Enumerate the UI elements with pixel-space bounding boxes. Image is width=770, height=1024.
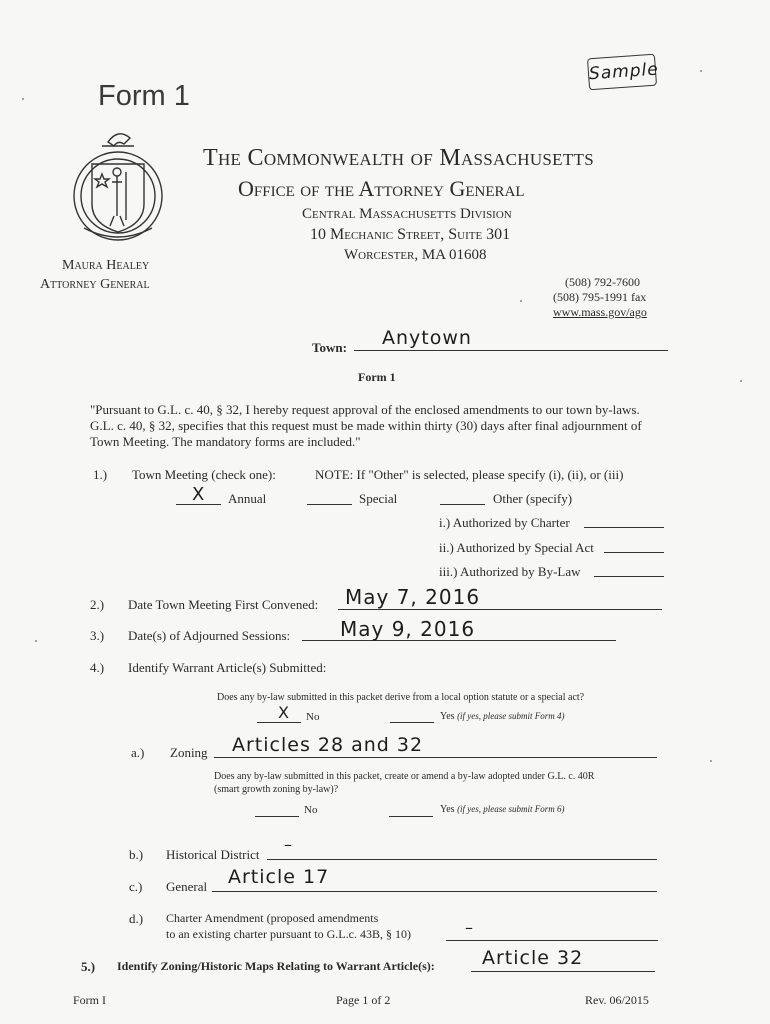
scan-speck [520, 300, 522, 302]
item2-num: 2.) [90, 597, 105, 612]
intro-line-1: "Pursuant to G.L. c. 40, § 32, I hereby request approval of the enclosed amendments to our town by-laws. [90, 402, 640, 417]
town-line [354, 350, 668, 351]
contact-phone: (508) 792-7600 [565, 275, 640, 289]
c-num: c.) [129, 879, 143, 894]
q1-no-blank[interactable] [257, 722, 301, 723]
q2-yes-note: (if yes, please submit Form 6) [457, 804, 565, 814]
b-label: Historical District [166, 847, 260, 862]
other-blank[interactable] [440, 504, 485, 505]
special-blank[interactable] [307, 504, 352, 505]
item5-label: Identify Zoning/Historic Maps Relating to Warrant Article(s): [117, 959, 435, 973]
q2-line1: Does any by-law submitted in this packet, create or amend a by-law adopted under G.L. c. 40R [214, 771, 595, 782]
b-num: b.) [129, 847, 144, 862]
opt-iii-blank[interactable] [594, 576, 664, 577]
item4-label: Identify Warrant Article(s) Submitted: [128, 660, 327, 675]
item5-value[interactable]: Article 32 [482, 947, 584, 969]
header-line1: The Commonwealth of Massachusetts [203, 145, 594, 171]
d-line [446, 940, 658, 941]
item5-num: 5.) [81, 959, 96, 974]
town-label: Town: [312, 340, 347, 355]
form-label: Form 1 [98, 80, 190, 112]
opt-ii: ii.) Authorized by Special Act [439, 540, 594, 555]
other-label-text: Other (specify) [493, 491, 573, 506]
state-seal-icon [62, 120, 174, 250]
c-line [212, 891, 657, 892]
header-address1: 10 Mechanic Street, Suite 301 [310, 226, 511, 243]
header-line2: Office of the Attorney General [238, 176, 525, 201]
d-value[interactable]: – [465, 918, 474, 937]
item2-line [338, 609, 662, 610]
annual-mark: X [192, 484, 206, 505]
town-value[interactable]: Anytown [382, 327, 472, 349]
a-line [214, 757, 657, 758]
header-division: Central Massachusetts Division [302, 206, 512, 222]
form-title: Form 1 [358, 370, 396, 384]
scan-speck [740, 380, 742, 382]
sample-stamp: Sample [587, 54, 657, 91]
q2-yes-text: Yes [440, 804, 455, 815]
attorney-title: Attorney General [40, 277, 150, 292]
scan-speck [710, 760, 712, 762]
scan-speck [35, 640, 37, 642]
item3-value[interactable]: May 9, 2016 [340, 617, 476, 641]
d-line1: Charter Amendment (proposed amendments [166, 911, 379, 925]
q1-yes-label [440, 711, 565, 722]
q1-no-mark: X [278, 703, 290, 722]
item2-label: Date Town Meeting First Convened: [128, 597, 319, 612]
a-num: a.) [131, 745, 145, 760]
q1-no-label: No [306, 711, 320, 723]
other-label [493, 491, 572, 507]
scan-speck [22, 98, 24, 100]
contact-web[interactable]: www.mass.gov/ago [553, 305, 647, 319]
item1-note: NOTE: If "Other" is selected, please specify (i), (ii), or (iii) [315, 467, 624, 482]
intro-line-2: G.L. c. 40, § 32, specifies that this request must be made within thirty (30) days after final adjournment of [90, 418, 642, 433]
q2-no-blank[interactable] [255, 816, 299, 817]
footer-right: Rev. 06/2015 [585, 993, 649, 1007]
footer-center: Page 1 of 2 [336, 993, 391, 1007]
q1-yes-text: Yes [440, 711, 455, 722]
item2-value[interactable]: May 7, 2016 [345, 585, 481, 609]
q1-yes-note: (if yes, please submit Form 4) [457, 711, 565, 721]
a-value[interactable]: Articles 28 and 32 [232, 734, 424, 756]
scan-speck [700, 70, 702, 72]
opt-ii-blank[interactable] [604, 552, 664, 553]
special-label: Special [359, 491, 398, 506]
q1-text: Does any by-law submitted in this packet derive from a local option statute or a special act? [217, 692, 585, 703]
attorney-name: Maura Healey [62, 258, 150, 273]
item4-num: 4.) [90, 660, 105, 675]
item1-num: 1.) [93, 467, 108, 482]
c-value[interactable]: Article 17 [228, 866, 330, 888]
b-line [267, 859, 657, 860]
opt-iii: iii.) Authorized by By-Law [439, 564, 581, 579]
contact-fax: (508) 795-1991 fax [553, 290, 647, 304]
item5-line [471, 971, 655, 972]
footer-left: Form I [73, 993, 106, 1007]
q1-yes-blank[interactable] [390, 722, 434, 723]
q2-yes-label [440, 804, 565, 815]
a-label: Zoning [170, 745, 208, 760]
q2-yes-blank[interactable] [389, 816, 433, 817]
intro-line-3: Town Meeting. The mandatory forms are included." [90, 434, 361, 449]
item3-num: 3.) [90, 628, 105, 643]
annual-label: Annual [228, 491, 267, 506]
q2-no-label: No [304, 804, 318, 816]
d-num: d.) [129, 911, 144, 926]
opt-i-blank[interactable] [584, 527, 664, 528]
item1-label: Town Meeting (check one): [132, 467, 276, 482]
opt-i: i.) Authorized by Charter [439, 515, 570, 530]
c-label: General [166, 879, 208, 894]
b-value[interactable]: – [284, 835, 293, 854]
q2-line2: (smart growth zoning by-law)? [214, 784, 339, 795]
d-line2: to an existing charter pursuant to G.L.c. 43B, § 10) [166, 927, 411, 941]
item3-label: Date(s) of Adjourned Sessions: [128, 628, 291, 643]
header-address2: Worcester, MA 01608 [344, 247, 487, 263]
